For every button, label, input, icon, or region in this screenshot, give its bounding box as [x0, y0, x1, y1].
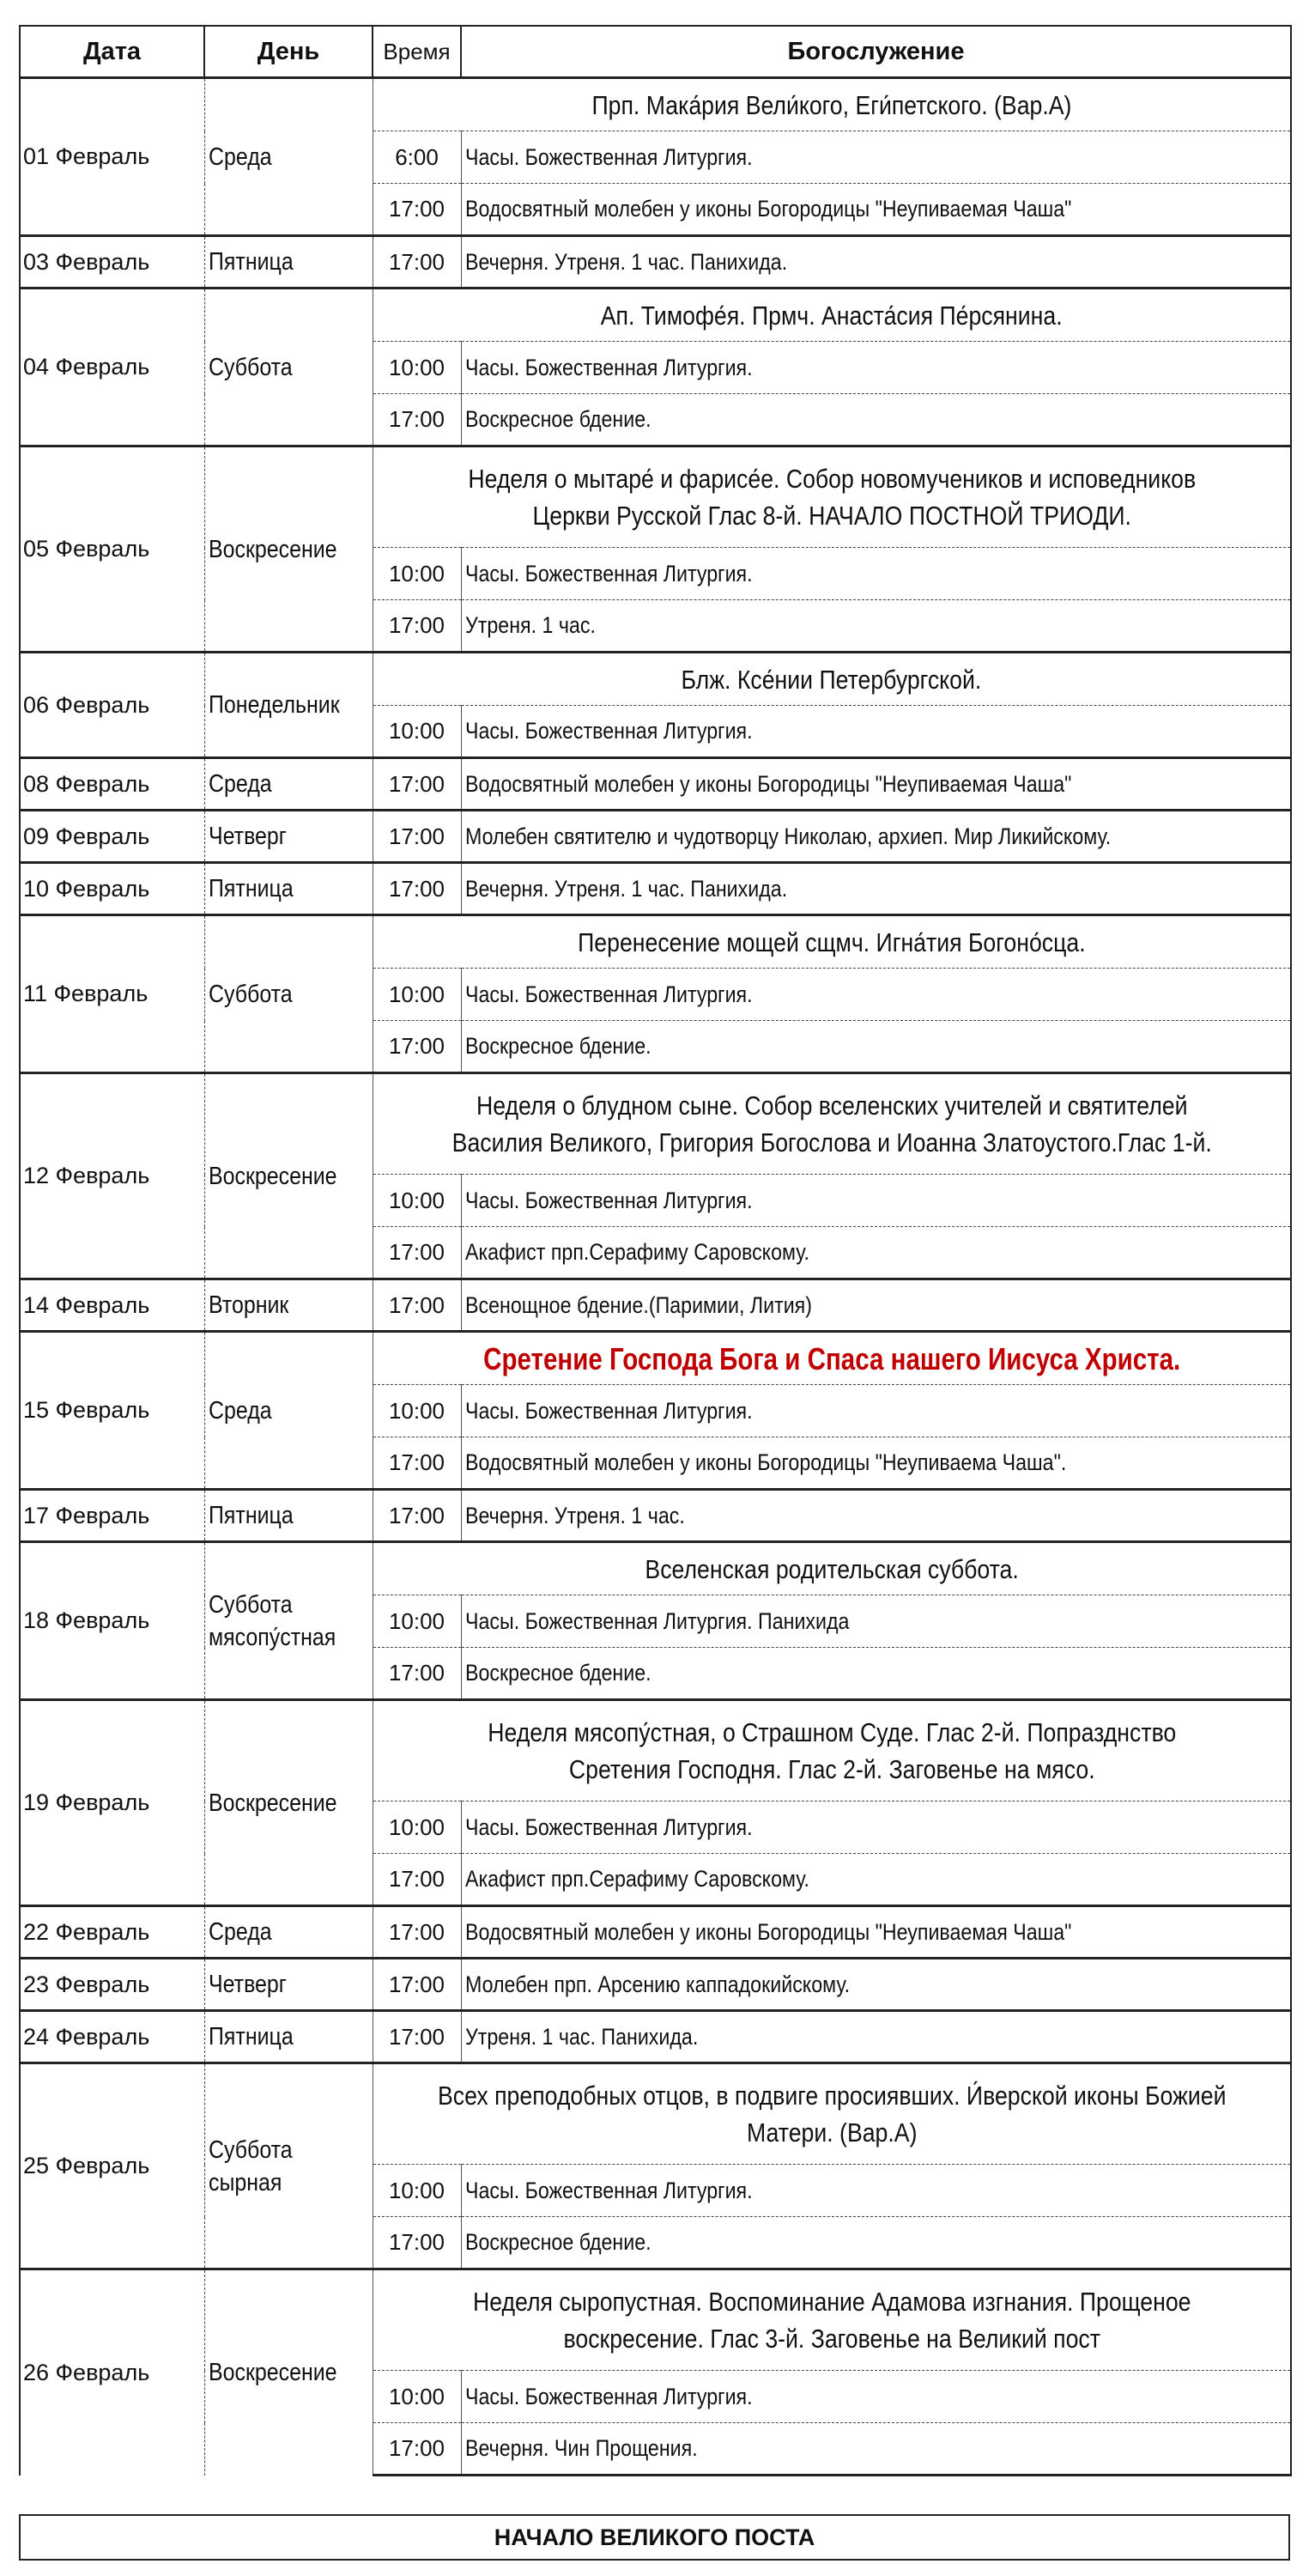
day-cell: [204, 2063, 373, 2269]
date-cell: 12 Февраль: [20, 1073, 204, 1279]
day-cell: [204, 2269, 373, 2476]
header-service: Богослужение: [461, 26, 1291, 78]
day-title-row: [20, 2269, 1291, 2371]
day-cell: [204, 2011, 373, 2063]
day-cell: [204, 1073, 373, 1279]
day-label: Воскресение: [208, 1162, 337, 1190]
service-time: 17:00: [373, 236, 461, 289]
service-text-cell: [461, 1906, 1291, 1959]
day-title: [373, 289, 1291, 342]
day-cell: [204, 863, 373, 915]
service-text-cell: [461, 1854, 1291, 1906]
service-time: 17:00: [373, 1648, 461, 1700]
day-cell: [204, 1542, 373, 1700]
service-text: Акафист прп.Серафиму Саровскому.: [464, 1239, 809, 1265]
service-text-cell: [461, 131, 1291, 184]
day-cell: [204, 811, 373, 863]
service-text: Часы. Божественная Литургия.: [464, 2177, 753, 2203]
day-title: [373, 1700, 1291, 1801]
service-time: 10:00: [373, 2371, 461, 2423]
day-cell: [204, 236, 373, 289]
service-row: [20, 1279, 1291, 1332]
service-time: 17:00: [373, 1279, 461, 1332]
service-row: [20, 1959, 1291, 2011]
service-time: 17:00: [373, 1437, 461, 1490]
service-text-cell: [461, 1385, 1291, 1437]
day-title: [373, 2063, 1291, 2165]
service-text-cell: [461, 969, 1291, 1021]
day-title-row: [20, 447, 1291, 548]
day-label: Суббота: [208, 353, 293, 381]
day-cell: [204, 1959, 373, 2011]
service-text-cell: [461, 1648, 1291, 1700]
day-title: [373, 915, 1291, 969]
service-time: 10:00: [373, 969, 461, 1021]
service-time: 17:00: [373, 1854, 461, 1906]
day-title: [373, 2269, 1291, 2371]
day-cell: [204, 289, 373, 447]
service-text-cell: [461, 2217, 1291, 2269]
service-text: Утреня. 1 час. Панихида.: [464, 2023, 698, 2050]
service-text: Воскресное бдение.: [464, 2229, 651, 2255]
service-time: 10:00: [373, 1385, 461, 1437]
service-text-cell: [461, 1959, 1291, 2011]
service-text-cell: [461, 342, 1291, 394]
service-row: [20, 2011, 1291, 2063]
service-text: Водосвятный молебен у иконы Богородицы "Неупиваемая Чаша": [464, 770, 1071, 797]
service-time: 17:00: [373, 184, 461, 236]
service-time: 17:00: [373, 758, 461, 811]
day-title: [373, 1542, 1291, 1595]
service-text: Часы. Божественная Литургия. Панихида: [464, 1607, 849, 1634]
service-row: [20, 811, 1291, 863]
service-text: Часы. Божественная Литургия.: [464, 1187, 753, 1213]
date-cell: 06 Февраль: [20, 653, 204, 758]
day-title-row: [20, 653, 1291, 706]
day-label: Вторник: [208, 1291, 288, 1319]
day-title-text: Всех преподобных отцов, в подвиге просиявших. И́верской иконы Божией Матери. (Вар.А): [437, 2081, 1226, 2148]
day-title-text: Вселенская родительская суббота.: [645, 1553, 1019, 1584]
service-time: 17:00: [373, 600, 461, 653]
day-cell: [204, 758, 373, 811]
day-label: Пятница: [208, 2023, 294, 2050]
day-label: Воскресение: [208, 1789, 337, 1817]
day-label: Воскресение: [208, 2359, 337, 2387]
date-cell: 17 Февраль: [20, 1490, 204, 1542]
day-cell: [204, 1279, 373, 1332]
day-cell: [204, 1700, 373, 1906]
day-title-text: Перенесение мощей сщмч. Игна́тия Богоно́сца.: [578, 927, 1086, 957]
service-text-cell: [461, 548, 1291, 600]
service-text: Водосвятный молебен у иконы Богородицы "Неупиваемая Чаша": [464, 1918, 1071, 1945]
date-cell: 25 Февраль: [20, 2063, 204, 2269]
date-cell: 03 Февраль: [20, 236, 204, 289]
date-cell: 01 Февраль: [20, 78, 204, 236]
service-time: 17:00: [373, 863, 461, 915]
schedule-body: [20, 78, 1291, 2476]
day-label: Среда: [208, 1918, 272, 1946]
service-text: Водосвятный молебен у иконы Богородицы "Неупиваемая Чаша": [464, 196, 1071, 222]
service-row: [20, 236, 1291, 289]
day-title-row: [20, 289, 1291, 342]
header-date: Дата: [20, 26, 204, 78]
day-title-row: [20, 1073, 1291, 1175]
day-cell: [204, 78, 373, 236]
service-text: Вечерня. Утреня. 1 час. Панихида.: [464, 875, 787, 902]
service-text-cell: [461, 600, 1291, 653]
day-label: Пятница: [208, 1502, 294, 1529]
service-time: 10:00: [373, 706, 461, 758]
service-time: 17:00: [373, 394, 461, 447]
day-title-row: [20, 915, 1291, 969]
date-cell: 09 Февраль: [20, 811, 204, 863]
service-text: Водосвятный молебен у иконы Богородицы "Неупиваема Чаша".: [464, 1449, 1066, 1475]
service-text: Вечерня. Утреня. 1 час. Панихида.: [464, 248, 787, 275]
service-text: Воскресное бдение.: [464, 1033, 651, 1059]
day-title-row: [20, 78, 1291, 131]
day-label: Воскресение: [208, 535, 337, 563]
feast-title: [373, 1332, 1291, 1385]
service-row: [20, 1490, 1291, 1542]
footer-banner: НАЧАЛО ВЕЛИКОГО ПОСТА: [19, 2514, 1290, 2561]
day-title-text: Неделя о мытаре́ и фарисе́е. Собор новомучеников и исповедников Церкви Русской Глас 8-й. НАЧАЛО ПОСТНОЙ ТРИОДИ.: [467, 464, 1196, 531]
service-text: Часы. Божественная Литургия.: [464, 560, 753, 586]
service-text-cell: [461, 1279, 1291, 1332]
day-label: Суббота мясопу́стная: [208, 1590, 336, 1651]
service-text-cell: [461, 1227, 1291, 1279]
service-time: 6:00: [373, 131, 461, 184]
day-title-text: Ап. Тимофе́я. Прмч. Анаста́сия Пе́рсянина.: [600, 300, 1063, 331]
day-title-text: Прп. Мака́рия Вели́кого, Еги́петского. (Вар.А): [591, 89, 1072, 120]
day-cell: [204, 1906, 373, 1959]
date-cell: 23 Февраль: [20, 1959, 204, 2011]
service-text-cell: [461, 1801, 1291, 1854]
date-cell: 05 Февраль: [20, 447, 204, 653]
service-text: Вечерня. Утреня. 1 час.: [464, 1502, 685, 1528]
service-time: 17:00: [373, 1490, 461, 1542]
service-time: 17:00: [373, 1959, 461, 2011]
day-cell: [204, 915, 373, 1073]
day-title-text: Неделя о блудном сыне. Собор вселенских учителей и святителей Василия Великого, Григория Богослова и Иоанна Златоустого.Глас 1-й.: [451, 1091, 1212, 1157]
service-time: 17:00: [373, 811, 461, 863]
date-cell: 10 Февраль: [20, 863, 204, 915]
day-cell: [204, 1490, 373, 1542]
day-title: [373, 447, 1291, 548]
service-text: Воскресное бдение.: [464, 1660, 651, 1686]
day-title: [373, 653, 1291, 706]
service-time: 10:00: [373, 1175, 461, 1227]
day-title-text: Неделя сыропустная. Воспоминание Адамова изгнания. Прощеное воскресение. Глас 3-й. Заговенье на Великий пост: [472, 2287, 1191, 2354]
service-text-cell: [461, 1437, 1291, 1490]
day-label: Суббота: [208, 980, 293, 1008]
service-text-cell: [461, 2011, 1291, 2063]
date-cell: 26 Февраль: [20, 2269, 204, 2476]
service-time: 17:00: [373, 1906, 461, 1959]
date-cell: 15 Февраль: [20, 1332, 204, 1490]
service-text: Молебен прп. Арсению каппадокийскому.: [464, 1971, 850, 1997]
day-title-text: Сретение Господа Бога и Спаса нашего Иисуса Христа.: [482, 1340, 1180, 1376]
day-cell: [204, 653, 373, 758]
day-label: Четверг: [208, 823, 287, 850]
date-cell: 11 Февраль: [20, 915, 204, 1073]
day-cell: [204, 1332, 373, 1490]
service-time: 17:00: [373, 2423, 461, 2476]
service-text: Часы. Божественная Литургия.: [464, 981, 753, 1007]
service-text-cell: [461, 1175, 1291, 1227]
service-time: 10:00: [373, 1595, 461, 1648]
service-text: Вечерня. Чин Прощения.: [464, 2435, 698, 2461]
service-time: 10:00: [373, 2165, 461, 2217]
day-title-text: Блж. Ксе́нии Петербургской.: [681, 664, 982, 695]
day-label: Понедельник: [208, 691, 340, 719]
day-label: Пятница: [208, 248, 294, 276]
day-label: Среда: [208, 1396, 272, 1425]
service-text-cell: [461, 2371, 1291, 2423]
date-cell: 04 Февраль: [20, 289, 204, 447]
service-text-cell: [461, 863, 1291, 915]
service-time: 10:00: [373, 342, 461, 394]
service-text-cell: [461, 706, 1291, 758]
service-text: Воскресное бдение.: [464, 406, 651, 432]
service-time: 17:00: [373, 2011, 461, 2063]
service-text-cell: [461, 2165, 1291, 2217]
service-text-cell: [461, 1490, 1291, 1542]
service-time: 10:00: [373, 1801, 461, 1854]
date-cell: 18 Февраль: [20, 1542, 204, 1700]
service-row: [20, 1906, 1291, 1959]
day-title: [373, 78, 1291, 131]
service-text-cell: [461, 394, 1291, 447]
date-cell: 08 Февраль: [20, 758, 204, 811]
schedule-table: [19, 25, 1292, 2476]
service-text: Часы. Божественная Литургия.: [464, 354, 753, 380]
service-text-cell: [461, 1021, 1291, 1073]
service-text: Часы. Божественная Литургия.: [464, 1814, 753, 1840]
day-label: Среда: [208, 143, 272, 171]
service-text: Часы. Божественная Литургия.: [464, 718, 753, 744]
day-cell: [204, 447, 373, 653]
header-day: День: [204, 26, 373, 78]
date-cell: 22 Февраль: [20, 1906, 204, 1959]
date-cell: 14 Февраль: [20, 1279, 204, 1332]
header-row: [20, 26, 1291, 78]
day-title-row: [20, 1332, 1291, 1385]
day-title-row: [20, 1700, 1291, 1801]
header-time: Время: [373, 26, 461, 78]
service-text-cell: [461, 1595, 1291, 1648]
service-text-cell: [461, 2423, 1291, 2476]
service-text: Акафист прп.Серафиму Саровскому.: [464, 1866, 809, 1892]
service-time: 17:00: [373, 1227, 461, 1279]
service-time: 17:00: [373, 1021, 461, 1073]
service-time: 17:00: [373, 2217, 461, 2269]
service-text-cell: [461, 811, 1291, 863]
service-text-cell: [461, 758, 1291, 811]
date-cell: 19 Февраль: [20, 1700, 204, 1906]
service-text: Молебен святителю и чудотворцу Николаю, архиеп. Мир Ликийскому.: [464, 823, 1111, 849]
service-text-cell: [461, 184, 1291, 236]
day-label: Пятница: [208, 875, 294, 902]
service-row: [20, 863, 1291, 915]
day-title-text: Неделя мясопу́стная, о Страшном Суде. Глас 2-й. Попразднство Сретения Господня. Глас 2-й. Заговенье на мясо.: [487, 1717, 1176, 1784]
service-text: Часы. Божественная Литургия.: [464, 1397, 753, 1424]
service-row: [20, 758, 1291, 811]
day-label: Четверг: [208, 1971, 287, 1998]
day-title-row: [20, 2063, 1291, 2165]
service-text: Утреня. 1 час.: [464, 612, 596, 638]
date-cell: 24 Февраль: [20, 2011, 204, 2063]
day-label: Суббота сырная: [208, 2136, 293, 2196]
service-time: 10:00: [373, 548, 461, 600]
service-text-cell: [461, 236, 1291, 289]
service-text: Всенощное бдение.(Паримии, Лития): [464, 1291, 812, 1318]
day-label: Среда: [208, 770, 272, 798]
service-text: Часы. Божественная Литургия.: [464, 143, 753, 170]
day-title-row: [20, 1542, 1291, 1595]
service-text: Часы. Божественная Литургия.: [464, 2383, 753, 2409]
day-title: [373, 1073, 1291, 1175]
